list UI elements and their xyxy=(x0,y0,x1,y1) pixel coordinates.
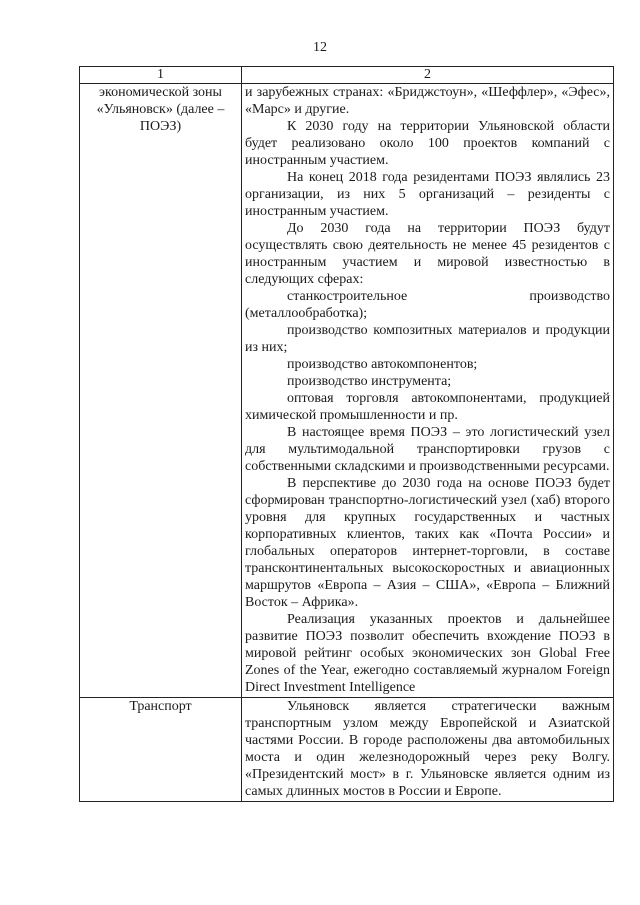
paragraph: и зарубежных странах: «Бриджстоун», «Шеффлер», «Эфес», «Марс» и другие. xyxy=(245,85,610,117)
paragraph: Ульяновск является стратегически важным транспортным узлом между Европейской и Азиатской частями России. В городе расположены два автомобильных моста и один железнодорожный через реку Волгу. «Президентский мост» в г. Ульяновске является одним из самых длинных мостов в России и Европе. xyxy=(245,699,610,799)
list-item: станкостроительное производство (металлообработка); xyxy=(245,289,610,321)
row-content-poez xyxy=(242,84,614,698)
column-header-2: 2 xyxy=(242,67,614,84)
paragraph: До 2030 года на территории ПОЭЗ будут осуществлять свою деятельность не менее 45 резидентов с иностранным участием и мировой известностью в следующих сферах: xyxy=(245,221,610,287)
paragraph: В перспективе до 2030 года на основе ПОЭЗ будет сформирован транспортно-логистический узел (хаб) второго уровня для крупных государственных и частных корпоративных клиентов, таких как «Почта России» и глобальных операторов интернет-торговли, в составе трансконтинентальных высокоскоростных и авиационных маршрутов «Европа – Азия – США», «Европа – Ближний Восток – Африка». xyxy=(245,476,610,610)
list-item: производство автокомпонентов; xyxy=(287,357,478,372)
table-row xyxy=(80,698,614,802)
row-label-transport: Транспорт xyxy=(80,698,242,802)
row-label-poez: экономической зоны «Ульяновск» (далее – ПОЭЗ) xyxy=(80,84,242,698)
row-content-transport xyxy=(242,698,614,802)
list-item: оптовая торговля автокомпонентами, продукцией химической промышленности и пр. xyxy=(245,391,610,423)
list-item: производство инструмента; xyxy=(287,374,452,389)
paragraph: К 2030 году на территории Ульяновской области будет реализовано около 100 проектов компаний с иностранным участием. xyxy=(245,119,610,168)
paragraph: На конец 2018 года резидентами ПОЭЗ являлись 23 организации, из них 5 организаций – резиденты с иностранным участием. xyxy=(245,170,610,219)
column-header-1: 1 xyxy=(80,67,242,84)
page-number: 12 xyxy=(313,40,327,55)
list-item: производство композитных материалов и продукции из них; xyxy=(245,323,610,355)
table-row xyxy=(80,84,614,698)
paragraph: Реализация указанных проектов и дальнейшее развитие ПОЭЗ позволит обеспечить вхождение ПОЭЗ в мировой рейтинг особых экономических зон Global Free Zones of the Year, ежегодно составляемый журналом Foreign Direct Investment Intelligence xyxy=(245,612,610,695)
paragraph: В настоящее время ПОЭЗ – это логистический узел для мультимодальной транспортировки грузов с собственными складскими и производственными ресурсами. xyxy=(245,425,610,474)
table-header-row xyxy=(80,67,614,84)
document-table xyxy=(79,66,614,802)
